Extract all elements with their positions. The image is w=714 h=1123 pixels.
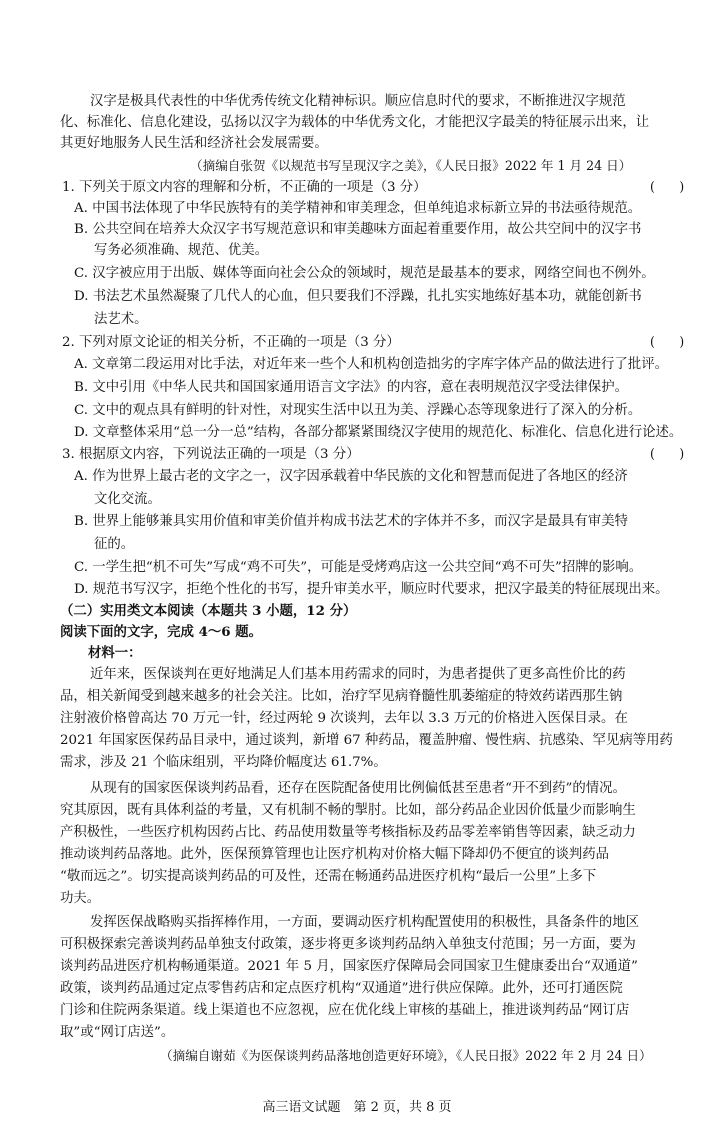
material-line: “敬而远之”。切实提高谈判药品的可及性，还需在畅通药品进医疗机构“最后一公里”上多下 <box>60 869 597 884</box>
material-line: 需求，涉及 21 个临床组别，平均降价幅度达 61.7%。 <box>60 755 387 770</box>
option-d-continued: 法艺术。 <box>94 312 148 327</box>
option-b: B. 世界上能够兼具实用价值和审美价值并构成书法艺术的字体并不多，而汉字是最具有审美特 <box>74 514 628 529</box>
answer-parentheses: ( ) <box>650 180 685 195</box>
page-footer: 高三语文试题 第 2 页，共 8 页 <box>262 1100 452 1115</box>
option-d: D. 书法艺术虽然凝聚了几代人的心血，但只要我们不浮躁，扎扎实实地练好基本功，就能创新书 <box>74 289 642 304</box>
material-line: 功夫。 <box>60 891 101 906</box>
section-instruction: 阅读下面的文字，完成 4～6 题。 <box>60 624 263 640</box>
passage-paragraph-line: 汉字是极具代表性的中华优秀传统文化精神标识。顺应信息时代的要求，不断推进汉字规范 <box>90 94 626 109</box>
option-c: C. 汉字被应用于出版、媒体等面向社会公众的领域时，规范是最基本的要求，网络空间也不例外。 <box>74 266 655 281</box>
material-label: 材料一： <box>88 645 142 661</box>
material-line: 注射液价格曾高达 70 万元一针，经过两轮 9 次谈判，去年以 3.3 万元的价格进入医保目录。在 <box>60 711 628 726</box>
source-citation: （摘编自张贺《以规范书写呈现汉字之美》，《人民日报》2022 年 1 月 24 日） <box>190 158 632 173</box>
material-line: 品，相关新闻受到越来越多的社会关注。比如，治疗罕见病脊髓性肌萎缩症的特效药诺西那生钠 <box>60 689 623 704</box>
material-line: 推动谈判药品落地。此外，医保预算管理也让医疗机构对价格大幅下降却仍不便宜的谈判药品 <box>60 847 610 862</box>
question-stem: 1. 下列关于原文内容的理解和分析，不正确的一项是（3 分） <box>62 180 427 195</box>
option-a: A. 文章第二段运用对比手法，对近年来一些个人和机构创造拙劣的字库字体产品的做法进行了批评。 <box>74 357 668 372</box>
answer-parentheses: ( ) <box>650 447 685 462</box>
option-b-continued: 写务必须准确、规范、优美。 <box>94 243 269 258</box>
option-c: C. 文中的观点具有鲜明的针对性，对现实生活中以丑为美、浮躁心态等现象进行了深入的分析。 <box>74 403 642 418</box>
source-citation: （摘编自谢茹《为医保谈判药品落地创造更好环境》，《人民日报》2022 年 2 月 24 日） <box>160 1048 652 1063</box>
material-line: 可积极探索完善谈判药品单独支付政策，逐步将更多谈判药品纳入单独支付范围；另一方面，要为 <box>60 937 636 952</box>
question-stem: 3. 根据原文内容，下列说法正确的一项是（3 分） <box>62 447 360 462</box>
material-line: 2021 年国家医保药品目录中，通过谈判，新增 67 种药品，覆盖肿瘤、慢性病、抗感染、罕见病等用药 <box>60 733 673 748</box>
answer-parentheses: ( ) <box>650 335 685 350</box>
option-b: B. 文中引用《中华人民共和国国家通用语言文字法》的内容，意在表明规范汉字受法律保护。 <box>74 380 628 395</box>
option-a-continued: 文化交流。 <box>94 492 161 507</box>
passage-paragraph-line: 化、标准化、信息化建设，弘扬以汉字为载体的中华优秀文化，才能把汉字最美的特征展示出来，让 <box>60 115 650 130</box>
option-b: B. 公共空间在培养大众汉字书写规范意识和审美趣味方面起着重要作用，故公共空间中的汉字书 <box>74 222 642 237</box>
option-d: D. 规范书写汉字，拒绝个性化的书写，提升审美水平，顺应时代要求，把汉字最美的特征展现出来。 <box>74 582 669 597</box>
question-stem: 2. 下列对原文论证的相关分析，不正确的一项是（3 分） <box>62 335 400 350</box>
material-line: 取”或“网订店送”。 <box>60 1025 175 1040</box>
option-c: C. 一学生把“机不可失”写成“鸡不可失”，可能是受烤鸡店这一公共空间“鸡不可失”招牌的影响。 <box>74 560 643 575</box>
material-line: 门诊和住院两条渠道。线上渠道也不应忽视，应在优化线上审核的基础上，推进谈判药品“网订店 <box>60 1003 630 1018</box>
material-line: 产积极性，一些医疗机构因药占比、药品使用数量等考核指标及药品零差率销售等因素，缺乏动力 <box>60 825 636 840</box>
option-b-continued: 征的。 <box>94 537 135 552</box>
material-line: 发挥医保战略购买指挥棒作用，一方面，要调动医疗机构配置使用的积极性，具备条件的地区 <box>90 915 640 930</box>
section-title: （二）实用类文本阅读（本题共 3 小题，12 分） <box>60 603 357 619</box>
material-line: 政策，谈判药品通过定点零售药店和定点医疗机构“双通道”进行供应保障。此外，还可打通医院 <box>60 981 623 996</box>
option-a: A. 作为世界上最古老的文字之一，汉字因承载着中华民族的文化和智慧而促进了各地区的经济 <box>74 469 628 484</box>
material-line: 近年来，医保谈判在更好地满足人们基本用药需求的同时，为患者提供了更多高性价比的药 <box>90 667 626 682</box>
material-line: 谈判药品进医疗机构畅通渠道。2021 年 5 月，国家医疗保障局会同国家卫生健康委出台“双通道” <box>60 959 638 974</box>
option-a: A. 中国书法体现了中华民族特有的美学精神和审美理念，但单纯追求标新立异的书法亟待规范。 <box>74 201 642 216</box>
material-line: 究其原因，既有具体利益的考量，又有机制不畅的掣肘。比如，部分药品企业因价低量少而影响生 <box>60 803 636 818</box>
option-d: D. 文章整体采用“总一分一总”结构，各部分都紧紧围绕汉字使用的规范化、标准化、信息化进行论述。 <box>74 425 683 440</box>
passage-paragraph-line: 其更好地服务人民生活和经济社会发展需要。 <box>60 136 328 151</box>
material-line: 从现有的国家医保谈判药品看，还存在医院配备使用比例偏低甚至患者“开不到药”的情况。 <box>90 781 626 796</box>
